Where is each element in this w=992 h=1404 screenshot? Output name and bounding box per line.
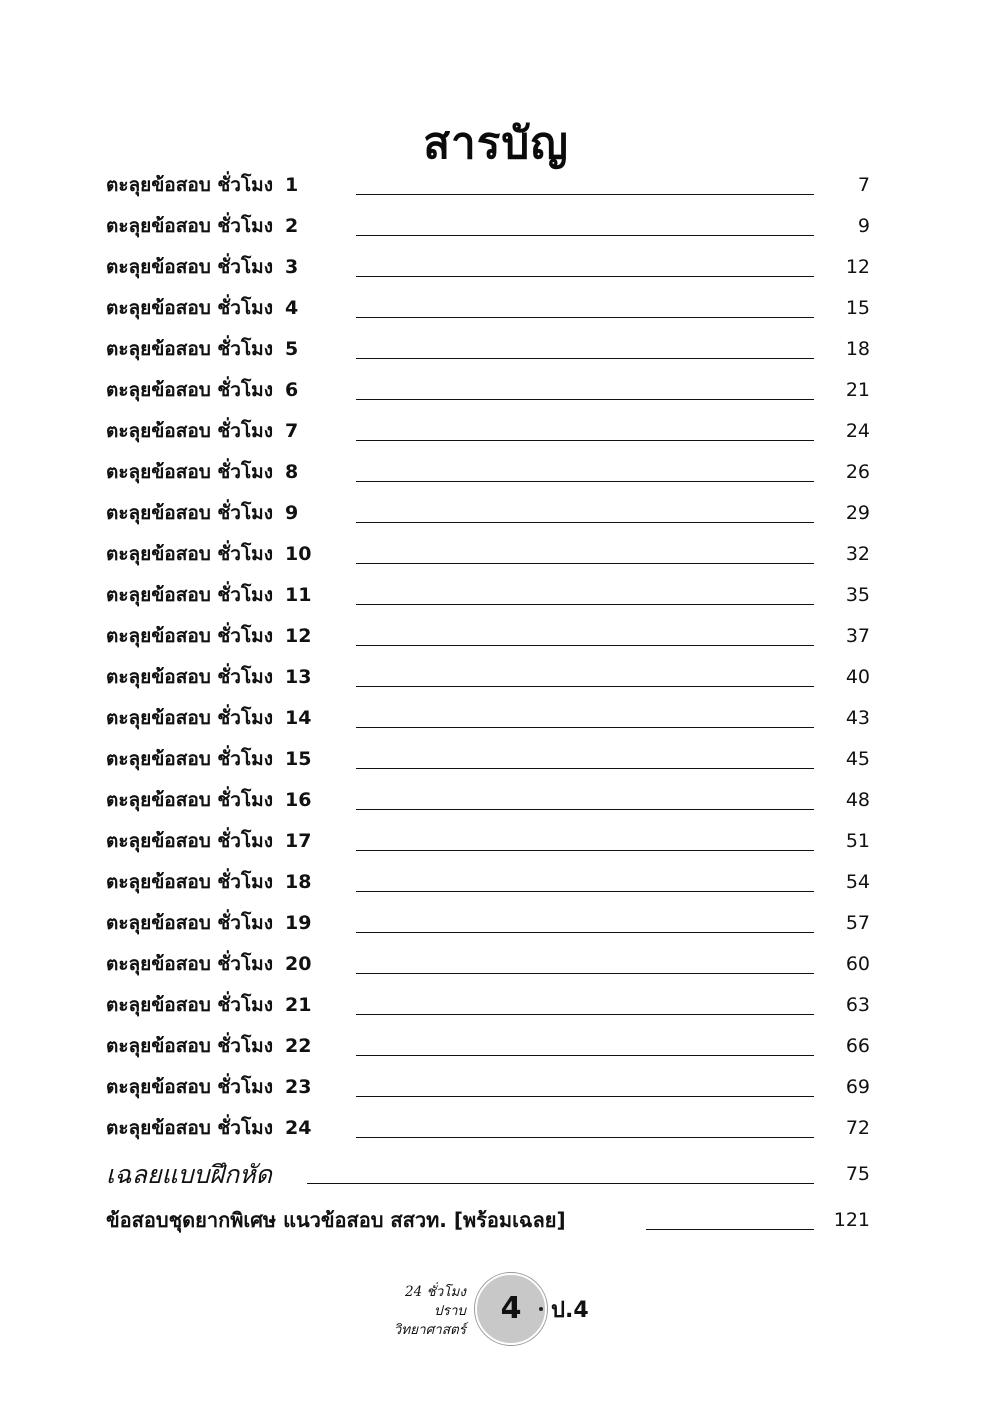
toc-entry-text: ตะลุยข้อสอบ ชั่วโมง bbox=[106, 748, 273, 770]
toc-entry-number: 3 bbox=[284, 256, 299, 278]
toc-entry-number: 19 bbox=[284, 912, 312, 934]
toc-row bbox=[0, 1108, 992, 1149]
toc-row bbox=[0, 1026, 992, 1067]
toc-entry-number: 5 bbox=[284, 338, 299, 360]
toc-entry-number: 13 bbox=[284, 666, 312, 688]
book-title bbox=[370, 1283, 466, 1340]
toc-entry-text: ตะลุยข้อสอบ ชั่วโมง bbox=[106, 994, 273, 1016]
toc-entry-label bbox=[106, 821, 311, 862]
toc-leader-line bbox=[356, 522, 814, 523]
toc-entry-label bbox=[106, 329, 298, 370]
toc-row bbox=[0, 616, 992, 657]
toc-entry-text: ตะลุยข้อสอบ ชั่วโมง bbox=[106, 666, 273, 688]
toc-entry-label bbox=[106, 944, 311, 985]
toc-entry-number: 14 bbox=[284, 707, 312, 729]
toc-entry-label bbox=[106, 452, 298, 493]
toc-row-special bbox=[0, 1200, 992, 1241]
toc-page-number: 7 bbox=[857, 174, 870, 196]
toc-entry-text: ตะลุยข้อสอบ ชั่วโมง bbox=[106, 953, 273, 975]
toc-row bbox=[0, 534, 992, 575]
toc-row bbox=[0, 739, 992, 780]
page-title: สารบัญ bbox=[423, 118, 569, 169]
toc-leader-line bbox=[356, 604, 814, 605]
toc-row bbox=[0, 780, 992, 821]
toc-entry-number: 4 bbox=[284, 297, 299, 319]
toc-row bbox=[0, 575, 992, 616]
toc-entry-number: 17 bbox=[284, 830, 312, 852]
toc-page-number: 32 bbox=[845, 543, 870, 565]
toc-leader-line bbox=[356, 1096, 814, 1097]
toc-page-number: 15 bbox=[845, 297, 870, 319]
toc-entry-text: ตะลุยข้อสอบ ชั่วโมง bbox=[106, 830, 273, 852]
page-number: 4 bbox=[500, 1291, 522, 1326]
toc-entry-label bbox=[106, 780, 311, 821]
toc-leader-line bbox=[356, 727, 814, 728]
toc-page-number: 51 bbox=[845, 830, 870, 852]
toc-entry-number: 15 bbox=[284, 748, 312, 770]
page-number-badge bbox=[475, 1273, 547, 1345]
toc-entry-label bbox=[106, 288, 298, 329]
toc-entry-text: ตะลุยข้อสอบ ชั่วโมง bbox=[106, 461, 273, 483]
toc-row bbox=[0, 698, 992, 739]
toc-page-number: 63 bbox=[845, 994, 870, 1016]
toc-row bbox=[0, 288, 992, 329]
toc-entry-number: 22 bbox=[284, 1035, 312, 1057]
toc-entry-text: ตะลุยข้อสอบ ชั่วโมง bbox=[106, 1035, 273, 1057]
toc-entry-number: 18 bbox=[284, 871, 312, 893]
book-title-line-1: 24 ชั่วโมง bbox=[405, 1284, 466, 1300]
toc-page-number: 9 bbox=[857, 215, 870, 237]
toc-leader-line bbox=[356, 481, 814, 482]
toc-leader-line bbox=[356, 809, 814, 810]
toc-entry-label bbox=[106, 903, 311, 944]
toc-leader-line bbox=[356, 891, 814, 892]
toc-leader-line bbox=[356, 276, 814, 277]
toc-entry-label bbox=[106, 206, 298, 247]
toc-page-number: 40 bbox=[845, 666, 870, 688]
toc-entry-label bbox=[106, 985, 311, 1026]
toc-entry-text: ตะลุยข้อสอบ ชั่วโมง bbox=[106, 543, 273, 565]
toc-entry-number: 21 bbox=[284, 994, 312, 1016]
grade-label: ป.4 bbox=[551, 1298, 589, 1323]
special-exam-page: 121 bbox=[833, 1209, 870, 1231]
toc-entry-label bbox=[106, 657, 311, 698]
toc-entry-label bbox=[106, 165, 298, 206]
toc-page-number: 54 bbox=[845, 871, 870, 893]
toc-entry-label bbox=[106, 411, 298, 452]
toc-leader-line bbox=[356, 932, 814, 933]
toc-leader-line bbox=[356, 440, 814, 441]
toc-entry-number: 7 bbox=[284, 420, 299, 442]
toc-entry-text: ตะลุยข้อสอบ ชั่วโมง bbox=[106, 707, 273, 729]
toc-entry-text: ตะลุยข้อสอบ ชั่วโมง bbox=[106, 174, 273, 196]
toc-entry-label bbox=[106, 698, 311, 739]
toc-entry-text: ตะลุยข้อสอบ ชั่วโมง bbox=[106, 912, 273, 934]
toc-page-number: 57 bbox=[845, 912, 870, 934]
toc-entry-text: ตะลุยข้อสอบ ชั่วโมง bbox=[106, 789, 273, 811]
toc-leader-line bbox=[356, 358, 814, 359]
toc-row bbox=[0, 903, 992, 944]
toc-row bbox=[0, 452, 992, 493]
toc-entry-label bbox=[106, 1026, 311, 1067]
toc-entry-text: ตะลุยข้อสอบ ชั่วโมง bbox=[106, 297, 273, 319]
toc-entry-number: 10 bbox=[284, 543, 312, 565]
toc-entry-number: 23 bbox=[284, 1076, 312, 1098]
toc-page-number: 35 bbox=[845, 584, 870, 606]
toc-page-number: 21 bbox=[845, 379, 870, 401]
toc-entry-label bbox=[106, 247, 298, 288]
toc-entry-number: 16 bbox=[284, 789, 312, 811]
toc-entry-text: ตะลุยข้อสอบ ชั่วโมง bbox=[106, 502, 273, 524]
toc-entry-text: ตะลุยข้อสอบ ชั่วโมง bbox=[106, 215, 273, 237]
toc-entry-text: ตะลุยข้อสอบ ชั่วโมง bbox=[106, 871, 273, 893]
toc-page-number: 69 bbox=[845, 1076, 870, 1098]
toc-leader-line bbox=[356, 1014, 814, 1015]
toc-leader-line bbox=[356, 1137, 814, 1138]
toc-row bbox=[0, 657, 992, 698]
toc-entry-number: 24 bbox=[284, 1117, 312, 1139]
toc-page-number: 37 bbox=[845, 625, 870, 647]
toc-row bbox=[0, 165, 992, 206]
toc-leader-line bbox=[356, 235, 814, 236]
toc-row bbox=[0, 411, 992, 452]
toc-entry-number: 12 bbox=[284, 625, 312, 647]
toc-entry-label bbox=[106, 493, 298, 534]
toc-page-number: 60 bbox=[845, 953, 870, 975]
toc-entry-text: ตะลุยข้อสอบ ชั่วโมง bbox=[106, 1117, 273, 1139]
toc-row bbox=[0, 247, 992, 288]
toc-leader-line bbox=[356, 1055, 814, 1056]
toc-page-number: 29 bbox=[845, 502, 870, 524]
toc-page-number: 43 bbox=[845, 707, 870, 729]
toc-leader-line bbox=[356, 850, 814, 851]
page-footer bbox=[0, 1270, 992, 1350]
toc-entry-text: ตะลุยข้อสอบ ชั่วโมง bbox=[106, 338, 273, 360]
toc-row bbox=[0, 985, 992, 1026]
answer-key-page: 75 bbox=[845, 1163, 870, 1185]
toc-leader-line bbox=[356, 973, 814, 974]
toc-row bbox=[0, 329, 992, 370]
toc-leader-line bbox=[356, 645, 814, 646]
toc-leader-line bbox=[646, 1229, 814, 1230]
answer-key-label: เฉลยแบบฝึกหัด bbox=[106, 1160, 272, 1189]
footer-dot-right bbox=[539, 1307, 543, 1311]
toc-entry-number: 2 bbox=[284, 215, 299, 237]
toc-page-number: 26 bbox=[845, 461, 870, 483]
toc-row bbox=[0, 862, 992, 903]
toc-entry-text: ตะลุยข้อสอบ ชั่วโมง bbox=[106, 379, 273, 401]
toc-leader-line bbox=[356, 686, 814, 687]
toc-row bbox=[0, 944, 992, 985]
toc-entry-label bbox=[106, 616, 311, 657]
toc-page-number: 66 bbox=[845, 1035, 870, 1057]
book-title-line-3: วิทยาศาสตร์ bbox=[393, 1322, 466, 1338]
toc-leader-line bbox=[307, 1183, 814, 1184]
toc-entry-label bbox=[106, 1067, 311, 1108]
toc-leader-line bbox=[356, 194, 814, 195]
toc-entry-text: ตะลุยข้อสอบ ชั่วโมง bbox=[106, 625, 273, 647]
toc-leader-line bbox=[356, 399, 814, 400]
toc-row bbox=[0, 1067, 992, 1108]
toc-entry-label bbox=[106, 534, 311, 575]
toc-entry-text: ตะลุยข้อสอบ ชั่วโมง bbox=[106, 584, 273, 606]
toc-leader-line bbox=[356, 563, 814, 564]
special-exam-label: ข้อสอบชุดยากพิเศษ แนวข้อสอบ สสวท. [พร้อมเฉลย] bbox=[106, 1208, 566, 1232]
toc-row bbox=[0, 370, 992, 411]
toc-page-number: 72 bbox=[845, 1117, 870, 1139]
toc-row bbox=[0, 206, 992, 247]
toc-page-number: 18 bbox=[845, 338, 870, 360]
toc-entry-label bbox=[106, 739, 311, 780]
toc-entry-label bbox=[106, 862, 311, 903]
toc-page-number: 45 bbox=[845, 748, 870, 770]
toc-entry-text: ตะลุยข้อสอบ ชั่วโมง bbox=[106, 256, 273, 278]
toc-entry-label bbox=[106, 1108, 311, 1149]
toc-page-number: 24 bbox=[845, 420, 870, 442]
toc-entry-number: 6 bbox=[284, 379, 299, 401]
toc-leader-line bbox=[356, 317, 814, 318]
toc-entry-text: ตะลุยข้อสอบ ชั่วโมง bbox=[106, 420, 273, 442]
toc-page-number: 12 bbox=[845, 256, 870, 278]
toc-entry-number: 8 bbox=[284, 461, 299, 483]
toc-entry-number: 11 bbox=[284, 584, 312, 606]
toc-entry-number: 9 bbox=[284, 502, 299, 524]
toc-row-answer-key bbox=[0, 1154, 992, 1195]
toc-row bbox=[0, 821, 992, 862]
toc-leader-line bbox=[356, 768, 814, 769]
toc-entry-label bbox=[106, 575, 311, 616]
toc-entry-text: ตะลุยข้อสอบ ชั่วโมง bbox=[106, 1076, 273, 1098]
toc-row bbox=[0, 493, 992, 534]
book-title-line-2: ปราบ bbox=[434, 1303, 466, 1319]
toc-entry-label bbox=[106, 370, 298, 411]
toc-page-number: 48 bbox=[845, 789, 870, 811]
toc-entry-number: 20 bbox=[284, 953, 312, 975]
toc-entry-number: 1 bbox=[284, 174, 299, 196]
